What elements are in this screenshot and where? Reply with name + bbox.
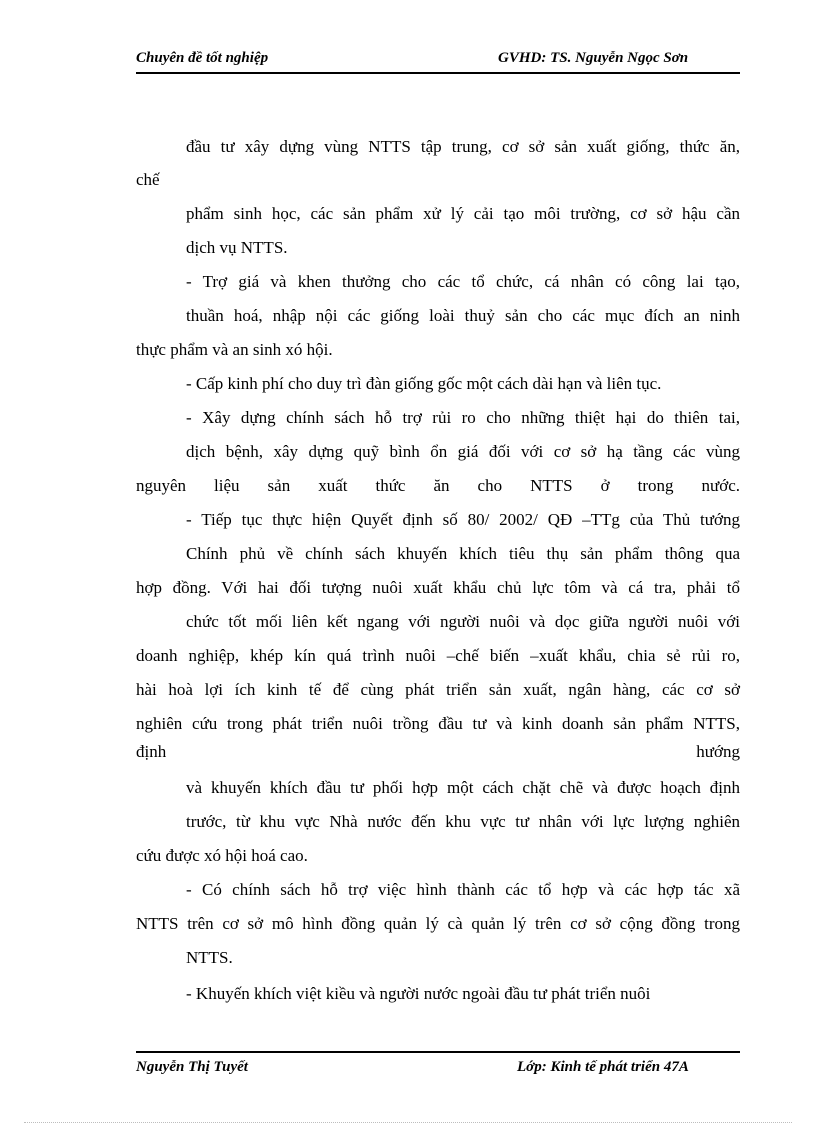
footer-class: Lớp: Kinh tế phát triển 47A	[517, 1059, 689, 1075]
body-line: thuần hoá, nhập nội các giống loài thuỷ sản cho các mục đích an ninh	[186, 306, 740, 325]
body-line: Chính phủ về chính sách khuyến khích tiêu thụ sản phẩm thông qua	[186, 544, 740, 563]
body-line: - Xây dựng chính sách hỗ trợ rủi ro cho những thiệt hại do thiên tai,	[186, 408, 740, 427]
body-line: NTTS.	[186, 948, 233, 967]
body-line: - Khuyến khích việt kiều và người nước ngoài đầu tư phát triển nuôi	[186, 984, 651, 1003]
body-line: doanh nghiệp, khép kín quá trình nuôi –chế biến –xuất khẩu, chia sẻ rủi ro,	[136, 646, 740, 665]
footer-author: Nguyễn Thị Tuyết	[136, 1059, 248, 1075]
body-line: trước, từ khu vực Nhà nước đến khu vực tư nhân với lực lượng nghiên	[186, 812, 740, 831]
body-line: NTTS trên cơ sở mô hình đồng quản lý cà quản lý trên cơ sở cộng đồng trong	[136, 914, 740, 933]
header-supervisor: GVHD: TS. Nguyễn Ngọc Sơn	[498, 50, 689, 66]
body-line: chức tốt mối liên kết ngang với người nuôi và dọc giữa người nuôi với	[186, 612, 740, 631]
body-line: chế	[136, 170, 160, 189]
body-line: đầu tư xây dựng vùng NTTS tập trung, cơ sở sản xuất giống, thức ăn,	[186, 137, 740, 156]
body-line: hợp đồng. Với hai đối tượng nuôi xuất khẩu chủ lực tôm và cá tra, phải tổ	[136, 578, 740, 597]
body-line: nghiên cứu trong phát triển nuôi trồng đầu tư và kinh doanh sản phẩm NTTS,	[136, 714, 740, 733]
body-line: - Trợ giá và khen thưởng cho các tổ chức, cá nhân có công lai tạo,	[186, 272, 740, 291]
page-header	[136, 48, 740, 74]
body-line: và khuyến khích đầu tư phối hợp một cách chặt chẽ và được hoạch định	[186, 778, 740, 797]
body-line: - Tiếp tục thực hiện Quyết định số 80/ 2002/ QĐ –TTg của Thủ tướng	[186, 510, 740, 529]
body-line: nguyên liệu sản xuất thức ăn cho NTTS ở trong nước.	[136, 476, 740, 495]
page-footer	[136, 1051, 740, 1079]
body-line: phẩm sinh học, các sản phẩm xử lý cải tạo môi trường, cơ sở hậu cần	[186, 204, 740, 223]
body-line: thực phẩm và an sinh xó hội.	[136, 340, 333, 359]
body-line: hài hoà lợi ích kinh tế để cùng phát triển sản xuất, ngân hàng, các cơ sở	[136, 680, 740, 699]
header-document-title: Chuyên đề tốt nghiệp	[136, 50, 269, 66]
body-line: dịch bệnh, xây dựng quỹ bình ổn giá đối với cơ sở hạ tầng các vùng	[186, 442, 740, 461]
body-line: cứu được xó hội hoá cao.	[136, 846, 308, 865]
body-line: dịch vụ NTTS.	[186, 238, 288, 257]
body-line: định hướng	[136, 742, 740, 761]
body-line: - Có chính sách hỗ trợ việc hình thành các tổ hợp và các hợp tác xã	[186, 880, 740, 899]
body-line: - Cấp kinh phí cho duy trì đàn giống gốc một cách dài hạn và liên tục.	[186, 374, 662, 393]
